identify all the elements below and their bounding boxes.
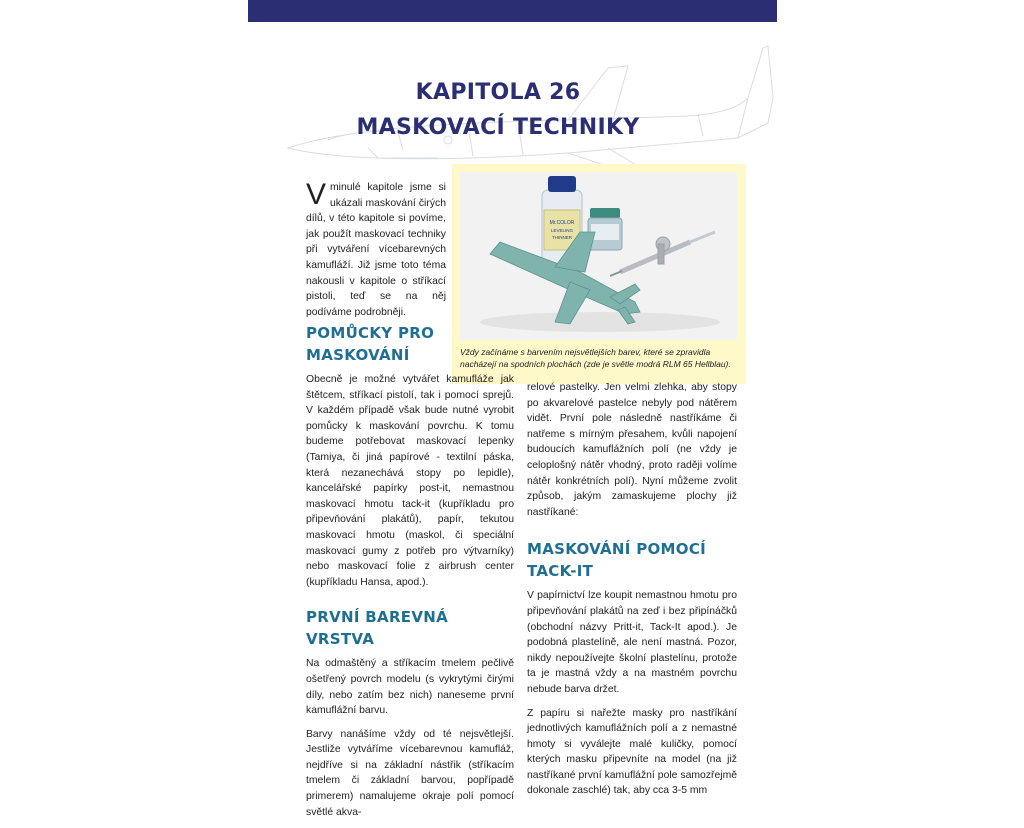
section-text-prvni-vrstva-2: Barvy nanášíme vždy od té nejsvětlejší. Jestliže vytváříme vícebarevnou kamufláž, nejdříve si na základní nástřik (stříkacím tmelem či základní barvou, popřípadě primerem) namalujeme okraje polí pomocí světlé akva- xyxy=(306,728,514,818)
intro-paragraph xyxy=(306,180,446,320)
left-column xyxy=(306,322,514,828)
svg-text:THINNER: THINNER xyxy=(552,235,572,240)
drop-cap: V xyxy=(306,178,327,211)
chapter-subtitle: MASKOVACÍ TECHNIKY xyxy=(356,115,640,140)
figure-caption: Vždy začínáme s barvením nejsvětlejších barev, které se zpravidla nacházejí na spodních plochách (zde je světle modrá RLM 65 Hellblau). xyxy=(460,347,731,369)
magazine-page xyxy=(248,0,777,818)
svg-text:Mr.COLOR: Mr.COLOR xyxy=(549,220,575,226)
model-airplane-illustration xyxy=(460,172,737,340)
chapter-title: KAPITOLA 26 xyxy=(415,80,581,105)
continued-text: relové pastelky. Jen velmi zlehka, aby stopy po akvarelové pastelce nebyly pod nátěrem vidět. První pole následně nastříkáme či natřeme s mírným přesahem, kvůli napojení budoucích kamuflážních polí (ne vždy je celoplošný nátěr vhodný, proto raději volíme nátěr konkrétních polí). Nyní můžeme zvolit způsob, jakým zamaskujeme plochy již nastříkané: xyxy=(527,382,737,518)
svg-text:LEVELING: LEVELING xyxy=(550,228,574,233)
top-color-bar xyxy=(248,0,777,22)
section-text-tack-it-2: Z papíru si nařežte masky pro nastříkání jednotlivých kamuflážních polí a z nemastné hmoty si vyválejte malé kuličky, pomocí kterých masku připevníte na model (na již nastříkané první kamuflážní pole samozřejmě dokonale zaschlé) tak, aby cca 3-5 mm xyxy=(527,707,737,797)
intro-text: minulé kapitole jsme si ukázali maskování čirých dílů, v této kapitole si povíme, jak použít maskovací techniky při vytváření vícebarevných kamufláží. Již jsme toto téma nakousli v kapitole o stříkací pistoli, teď se na něj podíváme podrobněji. xyxy=(306,182,446,318)
section-text-prvni-vrstva-1: Na odmaštěný a stříkacím tmelem pečlivě ošetřený povrch modelu (s vykrytými čirými díly, nebo zatím bez nich) naneseme první kamuflážní barvu. xyxy=(306,658,514,717)
right-column xyxy=(527,380,737,807)
section-heading-tack-it: MASKOVÁNÍ POMOCÍ TACK-IT xyxy=(527,540,707,581)
section-text-tack-it-1: V papírnictví lze koupit nemastnou hmotu pro připevňování plakátů na zeď i bez připínáčků (obchodní názvy Pritt-it, Tack-It apod.). Je podobná plastelíně, ale není mastná. Pozor, nikdy nepoužívejte školní plastelínu, protože ta je mastná vždy a na mastném povrchu nebude barva držet. xyxy=(527,590,737,695)
figure-photo xyxy=(460,172,737,340)
section-heading-pomucky: POMŮCKY PRO MASKOVÁNÍ xyxy=(306,324,435,364)
section-heading-prvni-vrstva: PRVNÍ BAREVNÁ VRSTVA xyxy=(306,608,449,649)
section-text-pomucky: Obecně je možné vytvářet kamufláže jak štětcem, stříkací pistolí, tak i pomocí sprejů. V každém případě však bude nutné vyrobit pomůcky k maskování povrchu. K tomu budeme potřebovat maskovací lepenky (Tamiya, či jiná papírové - textilní páska, která nezanechává stopy po lepidle), kancelářské papírky post-it, nemastnou maskovací hmotu tack-it (kupříkladu pro připevňování plakátů), papír, tekutou maskovací hmotu (maskol, či speciální maskovací gumy z potřeb pro výtvarníky) nebo maskovací folie z airbrush center (kupříkladu Hansa, apod.). xyxy=(306,374,514,588)
